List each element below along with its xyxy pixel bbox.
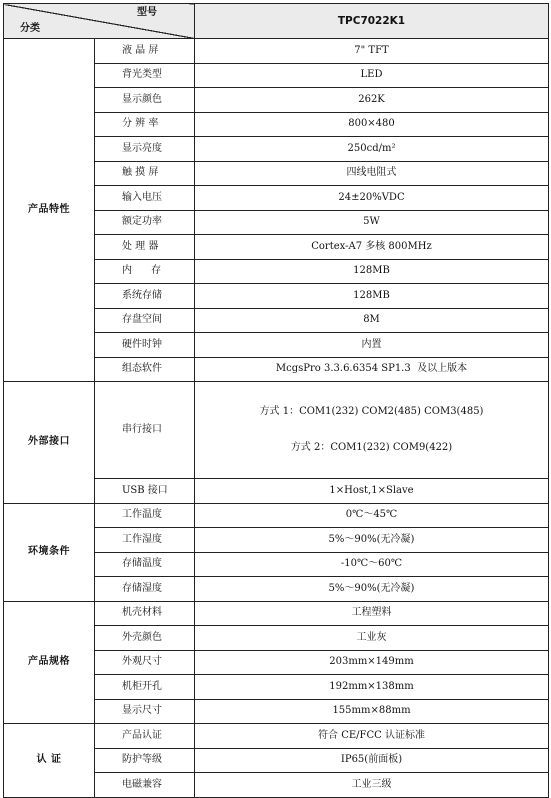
table-row (4, 382, 549, 479)
spec-item-label: 工作温度 (95, 503, 195, 528)
spec-item-label: 系统存储 (95, 284, 195, 309)
spec-item-label: 串行接口 (95, 382, 195, 479)
category-cell: 环境条件 (4, 503, 95, 601)
spec-value: 工业灰 (195, 626, 549, 651)
spec-value: LED (195, 63, 549, 88)
spec-value: 内置 (195, 333, 549, 358)
spec-value: 192mm×138mm (195, 675, 549, 700)
spec-item-label: 外观尺寸 (95, 650, 195, 675)
spec-item-label: 产品认证 (95, 724, 195, 749)
category-cell: 产品规格 (4, 601, 95, 724)
spec-item-label: 额定功率 (95, 210, 195, 235)
spec-item-label: 背光类型 (95, 63, 195, 88)
table-row (4, 724, 549, 749)
spec-item-label: 触 摸 屏 (95, 161, 195, 186)
header-row (4, 4, 549, 39)
table-row (4, 601, 549, 626)
spec-item-label: USB 接口 (95, 479, 195, 504)
spec-item-label: 存盘空间 (95, 308, 195, 333)
spec-value: 128MB (195, 284, 549, 309)
model-name: TPC7022K1 (195, 4, 549, 39)
spec-item-label: 显示颜色 (95, 88, 195, 113)
spec-item-label: 内 存 (95, 259, 195, 284)
spec-value: 128MB (195, 259, 549, 284)
spec-item-label: 外壳颜色 (95, 626, 195, 651)
spec-table (3, 3, 549, 798)
spec-value: 符合 CE/FCC 认证标准 (195, 724, 549, 749)
spec-item-label: 存储温度 (95, 552, 195, 577)
spec-item-label: 防护等级 (95, 748, 195, 773)
category-cell: 外部接口 (4, 382, 95, 504)
spec-item-label: 机柜开孔 (95, 675, 195, 700)
spec-value: 8M (195, 308, 549, 333)
spec-value: 1×Host,1×Slave (195, 479, 549, 504)
spec-value-line: 方式 1：COM1(232) COM2(485) COM3(485) (259, 406, 484, 417)
spec-item-label: 显示亮度 (95, 137, 195, 162)
spec-item-label: 工作湿度 (95, 528, 195, 553)
spec-value: 0℃～45℃ (195, 503, 549, 528)
spec-item-label: 分 辨 率 (95, 112, 195, 137)
spec-item-label: 组态软件 (95, 357, 195, 382)
spec-item-label: 存储湿度 (95, 577, 195, 602)
spec-value: McgsPro 3.3.6.6354 SP1.3 及以上版本 (195, 357, 549, 382)
spec-value: 155mm×88mm (195, 699, 549, 724)
spec-value: Cortex-A7 多核 800MHz (195, 235, 549, 260)
spec-value: 工业三级 (195, 773, 549, 798)
spec-value-line: 方式 2：COM1(232) COM9(422) (290, 442, 453, 453)
spec-value: 5%～90%(无冷凝) (195, 577, 549, 602)
category-cell: 认 证 (4, 724, 95, 798)
spec-value: 5W (195, 210, 549, 235)
spec-item-label: 硬件时钟 (95, 333, 195, 358)
spec-item-label: 输入电压 (95, 186, 195, 211)
spec-value: 800×480 (195, 112, 549, 137)
category-label: 分类 (20, 23, 40, 34)
spec-value: 四线电阻式 (195, 161, 549, 186)
spec-value: 262K (195, 88, 549, 113)
spec-item-label: 显示尺寸 (95, 699, 195, 724)
table-row (4, 503, 549, 528)
spec-value: 5%～90%(无冷凝) (195, 528, 549, 553)
spec-value: 250cd/m² (195, 137, 549, 162)
category-cell: 产品特性 (4, 39, 95, 382)
spec-value: 203mm×149mm (195, 650, 549, 675)
spec-value: 工程塑料 (195, 601, 549, 626)
table-row (4, 39, 549, 64)
model-label: 型号 (137, 7, 157, 18)
diagonal-header-cell (4, 4, 195, 39)
spec-item-label: 机壳材料 (95, 601, 195, 626)
spec-item-label: 电磁兼容 (95, 773, 195, 798)
spec-value-multiline (195, 382, 549, 479)
spec-item-label: 液 晶 屏 (95, 39, 195, 64)
spec-value: IP65(前面板) (195, 748, 549, 773)
spec-item-label: 处 理 器 (95, 235, 195, 260)
spec-value: 24±20%VDC (195, 186, 549, 211)
spec-value: 7" TFT (195, 39, 549, 64)
spec-value: -10℃～60℃ (195, 552, 549, 577)
